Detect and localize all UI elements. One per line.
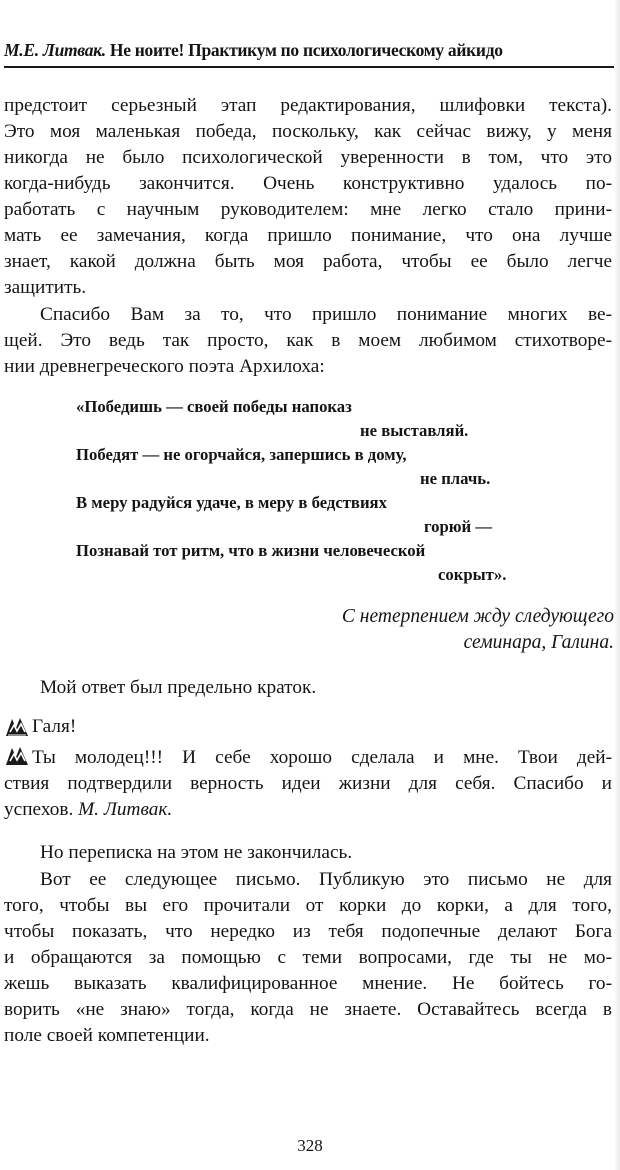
text-line: ворить «не знаю» тогда, когда не знаете. Оставайтесь всегда в [4, 999, 612, 1020]
author-mark-icon [4, 745, 30, 767]
text-line: Спасибо Вам за то, что пришло понимание многих ве- [40, 304, 612, 325]
text-line: работать с научным руководителем: мне легко стало прини- [4, 199, 612, 220]
text-line: Ты молодец!!! И себе хорошо сделала и мне. Твои дей- [32, 747, 612, 768]
text-line: того, чтобы вы его прочитали от корки до корки, а для того, [4, 895, 612, 916]
poem-line: не выставляй. [360, 421, 469, 440]
poem-line: Победят — не огорчайся, запершись в дому, [76, 445, 407, 464]
reply-greeting: Галя! [32, 716, 77, 737]
text-line: предстоит серьезный этап редактирования, шлифовки текста). [4, 95, 612, 116]
poem-line: В меру радуйся удаче, в меру в бедствиях [76, 493, 387, 512]
text-line: поле своей компетенции. [4, 1025, 210, 1046]
running-head-author: М.Е. Литвак. [4, 40, 106, 60]
reply-signature: М. Литвак. [78, 799, 173, 820]
running-head [4, 40, 616, 61]
text-line: когда-нибудь закончится. Очень конструктивно удалось по- [4, 173, 612, 194]
poem-line: не плачь. [420, 469, 491, 488]
poem-line: сокрыт». [438, 565, 507, 584]
reply-text: успехов. [4, 799, 74, 820]
signature-line: С нетерпением жду следующего [341, 606, 614, 627]
page-number: 328 [297, 1136, 323, 1155]
scan-edge [614, 0, 620, 1170]
poem-line: «Победишь — своей победы напоказ [76, 397, 352, 416]
text-line: знает, какой должна быть моя работа, чтобы ее было легче [4, 251, 612, 272]
running-head-title: Не ноите! Практикум по психологическому айкидо [109, 40, 503, 60]
text-line [4, 797, 172, 823]
reply-intro: Мой ответ был предельно краток. [40, 677, 317, 698]
text-line: защитить. [4, 277, 87, 298]
text-line: нии древнегреческого поэта Архилоха: [4, 356, 325, 377]
text-line: чтобы показать, что нередко из тебя подопечные делают Бога [4, 921, 612, 942]
text-line: мать ее замечания, когда пришло понимание, что она лучше [4, 225, 612, 246]
author-mark-icon [4, 716, 30, 738]
signature-line: семинара, Галина. [463, 632, 614, 653]
text-line: Это моя маленькая победа, поскольку, как сейчас вижу, у меня [4, 121, 612, 142]
text-line: никогда не было психологической уверенности в том, что это [4, 147, 612, 168]
text-line: ствия подтвердили верность идеи жизни для себя. Спасибо и [4, 773, 612, 794]
text-line: Но переписка на этом не закончилась. [40, 842, 353, 863]
text-line: Вот ее следующее письмо. Публикую это письмо не для [40, 869, 612, 890]
header-rule [4, 66, 616, 68]
poem-line: горюй — [424, 517, 493, 536]
text-line: щей. Это ведь так просто, как в моем любимом стихотворе- [4, 330, 612, 351]
text-line: жешь выказать квалифицированное мнение. Не бойтесь го- [4, 973, 612, 994]
text-line: и обращаются за помощью с теми вопросами, где ты не мо- [4, 947, 612, 968]
poem-line: Познавай тот ритм, что в жизни человеческой [76, 541, 426, 560]
